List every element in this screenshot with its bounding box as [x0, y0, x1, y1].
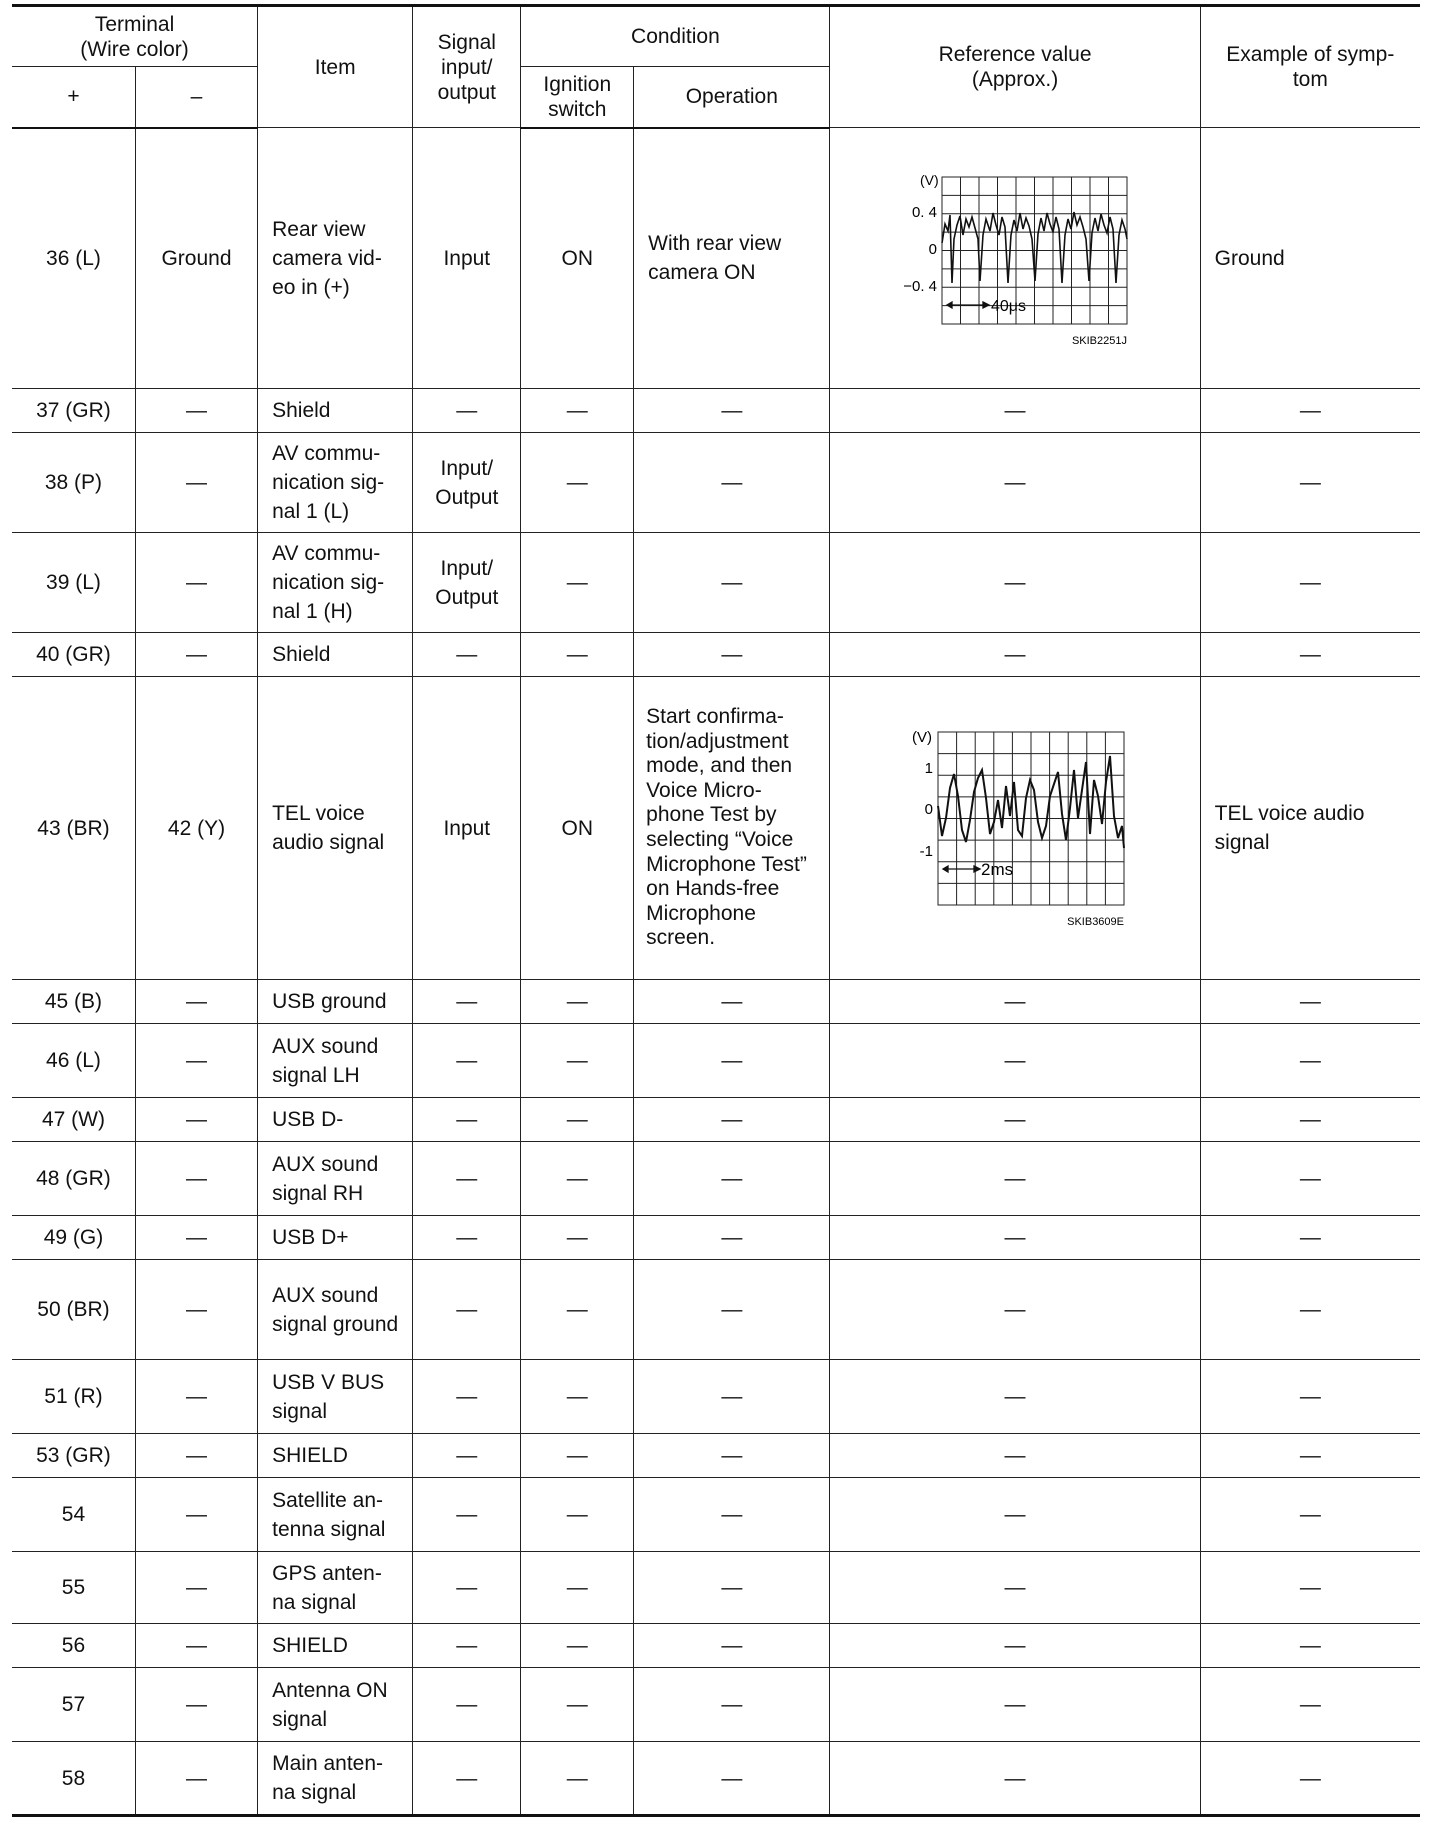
- cell-signal: —: [413, 1024, 521, 1098]
- cell-plus: 55: [12, 1552, 135, 1624]
- cell-reference: —: [830, 980, 1200, 1024]
- wave-grid: [942, 177, 1127, 324]
- wave-tick: 1: [924, 760, 934, 777]
- cell-operation: —: [634, 389, 830, 433]
- cell-operation: —: [634, 1624, 830, 1668]
- header-ignition: Ignition switch: [521, 67, 634, 128]
- cell-symptom: Ground: [1200, 128, 1420, 389]
- cell-item: AUX sound signal LH: [258, 1024, 413, 1098]
- table-row: [12, 1360, 1420, 1434]
- cell-signal: Input: [413, 128, 521, 389]
- table-row: [12, 980, 1420, 1024]
- cell-signal: —: [413, 633, 521, 677]
- cell-reference: —: [830, 1360, 1200, 1434]
- wave-tick: 0. 4: [912, 204, 938, 221]
- cell-ignition: ON: [521, 677, 634, 980]
- cell-signal: —: [413, 1098, 521, 1142]
- table-row: [12, 1624, 1420, 1668]
- table-row: [12, 1142, 1420, 1216]
- cell-operation: —: [634, 1260, 830, 1360]
- header-plus: +: [12, 67, 135, 128]
- cell-ignition: —: [521, 1360, 634, 1434]
- table-row: [12, 633, 1420, 677]
- cell-operation: —: [634, 1098, 830, 1142]
- cell-item: AUX sound signal RH: [258, 1142, 413, 1216]
- cell-plus: 56: [12, 1624, 135, 1668]
- cell-plus: 37 (GR): [12, 389, 135, 433]
- cell-symptom: —: [1200, 1668, 1420, 1742]
- header-condition: Condition: [521, 6, 830, 67]
- cell-symptom: —: [1200, 433, 1420, 533]
- cell-plus: 58: [12, 1742, 135, 1816]
- cell-plus: 51 (R): [12, 1360, 135, 1434]
- terminal-table-sheet: [12, 4, 1420, 1817]
- cell-reference: —: [830, 389, 1200, 433]
- cell-ignition: —: [521, 1742, 634, 1816]
- cell-plus: 39 (L): [12, 533, 135, 633]
- table-row: [12, 433, 1420, 533]
- cell-signal: —: [413, 1360, 521, 1434]
- cell-minus: 42 (Y): [135, 677, 257, 980]
- timebase-arrow: [947, 302, 989, 308]
- header-operation: Operation: [634, 67, 830, 128]
- cell-plus: 49 (G): [12, 1216, 135, 1260]
- wave-tick: -1: [919, 843, 934, 860]
- cell-reference: —: [830, 1098, 1200, 1142]
- cell-minus: —: [135, 1098, 257, 1142]
- cell-reference: —: [830, 1260, 1200, 1360]
- tel-waveform-figure: [890, 726, 1140, 930]
- figure-code: SKIB3609E: [1067, 916, 1125, 928]
- cell-item: AV commu-nication sig-nal 1 (L): [258, 433, 413, 533]
- cell-operation: —: [634, 1742, 830, 1816]
- cell-operation: —: [634, 1478, 830, 1552]
- cell-operation: —: [634, 1434, 830, 1478]
- cell-symptom: —: [1200, 1098, 1420, 1142]
- wave-timebase: 40μs: [991, 298, 1027, 315]
- figure-code: SKIB2251J: [1072, 335, 1128, 347]
- cell-ignition: —: [521, 1434, 634, 1478]
- cell-minus: —: [135, 1216, 257, 1260]
- cell-item: Main anten-na signal: [258, 1742, 413, 1816]
- cell-symptom: —: [1200, 389, 1420, 433]
- table-row: [12, 677, 1420, 980]
- cell-item: Shield: [258, 389, 413, 433]
- cell-minus: —: [135, 533, 257, 633]
- cell-operation: —: [634, 1552, 830, 1624]
- cell-ignition: —: [521, 533, 634, 633]
- cell-symptom: —: [1200, 980, 1420, 1024]
- camera-waveform-figure: [890, 169, 1140, 347]
- cell-item: USB V BUS signal: [258, 1360, 413, 1434]
- cell-ignition: —: [521, 1216, 634, 1260]
- cell-ignition: —: [521, 1098, 634, 1142]
- cell-symptom: —: [1200, 1624, 1420, 1668]
- cell-minus: —: [135, 1434, 257, 1478]
- cell-signal: Input: [413, 677, 521, 980]
- cell-reference: —: [830, 1142, 1200, 1216]
- cell-signal: —: [413, 1216, 521, 1260]
- cell-minus: Ground: [135, 128, 257, 389]
- cell-minus: —: [135, 1024, 257, 1098]
- header-minus: –: [135, 67, 257, 128]
- cell-item: USB D+: [258, 1216, 413, 1260]
- table-row: [12, 1260, 1420, 1360]
- cell-operation: —: [634, 1024, 830, 1098]
- cell-minus: —: [135, 1142, 257, 1216]
- cell-plus: 46 (L): [12, 1024, 135, 1098]
- cell-symptom: —: [1200, 1478, 1420, 1552]
- cell-minus: —: [135, 1668, 257, 1742]
- table-row: [12, 1216, 1420, 1260]
- cell-reference: —: [830, 1552, 1200, 1624]
- cell-reference: —: [830, 1742, 1200, 1816]
- cell-signal: —: [413, 1552, 521, 1624]
- cell-reference: —: [830, 1478, 1200, 1552]
- cell-ignition: —: [521, 1668, 634, 1742]
- header-item: Item: [258, 6, 413, 128]
- cell-signal: Input/ Output: [413, 533, 521, 633]
- table-row: [12, 1434, 1420, 1478]
- cell-plus: 45 (B): [12, 980, 135, 1024]
- cell-signal: —: [413, 1260, 521, 1360]
- cell-ignition: —: [521, 1552, 634, 1624]
- cell-reference: —: [830, 1624, 1200, 1668]
- header-reference: Reference value (Approx.): [830, 6, 1200, 128]
- cell-reference: —: [830, 633, 1200, 677]
- cell-symptom: —: [1200, 1260, 1420, 1360]
- header-terminal: Terminal (Wire color): [12, 6, 258, 67]
- cell-item: AUX sound signal ground: [258, 1260, 413, 1360]
- cell-plus: 47 (W): [12, 1098, 135, 1142]
- cell-reference: —: [830, 1024, 1200, 1098]
- cell-reference: —: [830, 533, 1200, 633]
- cell-minus: —: [135, 1742, 257, 1816]
- cell-item: Shield: [258, 633, 413, 677]
- cell-item: TEL voice audio signal: [258, 677, 413, 980]
- cell-reference: —: [830, 1216, 1200, 1260]
- timebase-arrow: [943, 866, 980, 872]
- cell-item: SHIELD: [258, 1434, 413, 1478]
- cell-ignition: —: [521, 1624, 634, 1668]
- table-row: [12, 1668, 1420, 1742]
- cell-plus: 38 (P): [12, 433, 135, 533]
- cell-signal: —: [413, 1742, 521, 1816]
- wave-unit: (V): [912, 729, 933, 746]
- cell-symptom: —: [1200, 1024, 1420, 1098]
- cell-ignition: —: [521, 389, 634, 433]
- cell-item: Antenna ON signal: [258, 1668, 413, 1742]
- terminal-table: [12, 4, 1420, 1817]
- cell-minus: —: [135, 1478, 257, 1552]
- cell-symptom: —: [1200, 1142, 1420, 1216]
- cell-ignition: —: [521, 1142, 634, 1216]
- table-row: [12, 389, 1420, 433]
- cell-signal: —: [413, 1624, 521, 1668]
- cell-item: SHIELD: [258, 1624, 413, 1668]
- wave-unit: (V): [920, 172, 939, 188]
- cell-symptom: —: [1200, 1434, 1420, 1478]
- cell-minus: —: [135, 1552, 257, 1624]
- cell-signal: —: [413, 1434, 521, 1478]
- cell-operation: Start confirma-tion/adjustment mode, and then Voice Micro-phone Test by selecting “Voice Microphone Test” on Hands-free Microphone screen.: [634, 677, 830, 980]
- cell-operation: —: [634, 533, 830, 633]
- cell-item: Rear view camera vid-eo in (+): [258, 128, 413, 389]
- cell-reference: [830, 128, 1200, 389]
- cell-operation: —: [634, 1142, 830, 1216]
- cell-symptom: —: [1200, 1216, 1420, 1260]
- cell-item: USB ground: [258, 980, 413, 1024]
- cell-signal: —: [413, 389, 521, 433]
- cell-symptom: —: [1200, 633, 1420, 677]
- wave-timebase: 2ms: [981, 860, 1014, 879]
- cell-ignition: ON: [521, 128, 634, 389]
- cell-operation: —: [634, 1360, 830, 1434]
- header-symptom: Example of symp-tom: [1200, 6, 1420, 128]
- cell-minus: —: [135, 980, 257, 1024]
- cell-ignition: —: [521, 433, 634, 533]
- cell-operation: —: [634, 1668, 830, 1742]
- table-row: [12, 1478, 1420, 1552]
- cell-minus: —: [135, 1260, 257, 1360]
- cell-signal: —: [413, 1668, 521, 1742]
- cell-minus: —: [135, 1360, 257, 1434]
- wave-tick: 0: [924, 801, 934, 818]
- table-row: [12, 1552, 1420, 1624]
- cell-minus: —: [135, 633, 257, 677]
- cell-plus: 43 (BR): [12, 677, 135, 980]
- cell-operation: —: [634, 980, 830, 1024]
- cell-ignition: —: [521, 1478, 634, 1552]
- table-row: [12, 1742, 1420, 1816]
- cell-plus: 53 (GR): [12, 1434, 135, 1478]
- cell-symptom: —: [1200, 1742, 1420, 1816]
- cell-ignition: —: [521, 1024, 634, 1098]
- cell-reference: [830, 677, 1200, 980]
- cell-signal: —: [413, 1478, 521, 1552]
- cell-item: AV commu-nication sig-nal 1 (H): [258, 533, 413, 633]
- cell-plus: 50 (BR): [12, 1260, 135, 1360]
- cell-signal: —: [413, 1142, 521, 1216]
- cell-symptom: —: [1200, 1552, 1420, 1624]
- wave-tick: 0: [928, 241, 938, 258]
- cell-item: USB D-: [258, 1098, 413, 1142]
- cell-ignition: —: [521, 633, 634, 677]
- cell-plus: 40 (GR): [12, 633, 135, 677]
- cell-operation: —: [634, 633, 830, 677]
- cell-minus: —: [135, 433, 257, 533]
- cell-signal: Input/ Output: [413, 433, 521, 533]
- cell-symptom: TEL voice audio signal: [1200, 677, 1420, 980]
- cell-reference: —: [830, 1434, 1200, 1478]
- table-row: [12, 1024, 1420, 1098]
- table-row: [12, 533, 1420, 633]
- wave-grid: [938, 732, 1124, 905]
- cell-operation: With rear view camera ON: [634, 128, 830, 389]
- cell-minus: —: [135, 389, 257, 433]
- cell-symptom: —: [1200, 1360, 1420, 1434]
- cell-symptom: —: [1200, 533, 1420, 633]
- cell-plus: 57: [12, 1668, 135, 1742]
- cell-operation: —: [634, 433, 830, 533]
- cell-reference: —: [830, 433, 1200, 533]
- cell-operation: —: [634, 1216, 830, 1260]
- cell-ignition: —: [521, 1260, 634, 1360]
- cell-plus: 54: [12, 1478, 135, 1552]
- cell-plus: 48 (GR): [12, 1142, 135, 1216]
- table-row: [12, 128, 1420, 389]
- cell-plus: 36 (L): [12, 128, 135, 389]
- cell-ignition: —: [521, 980, 634, 1024]
- cell-item: GPS anten-na signal: [258, 1552, 413, 1624]
- wave-tick: −0. 4: [903, 278, 938, 295]
- cell-item: Satellite an-tenna signal: [258, 1478, 413, 1552]
- cell-signal: —: [413, 980, 521, 1024]
- cell-minus: —: [135, 1624, 257, 1668]
- table-row: [12, 1098, 1420, 1142]
- cell-reference: —: [830, 1668, 1200, 1742]
- header-signal: Signal input/ output: [413, 6, 521, 128]
